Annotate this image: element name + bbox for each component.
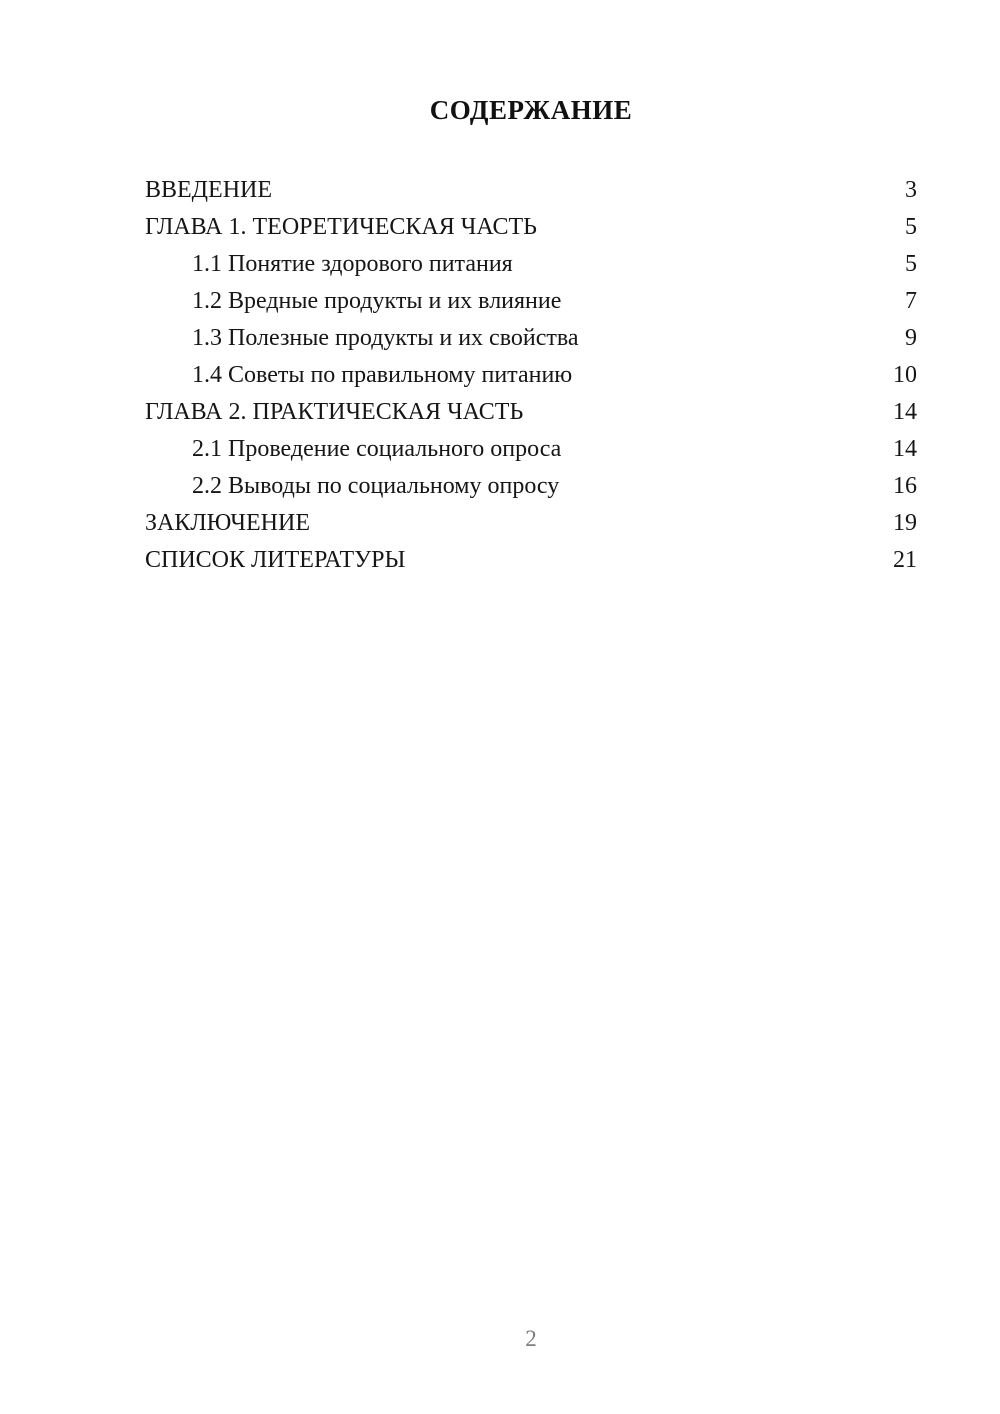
toc-entry-label: ВВЕДЕНИЕ: [145, 177, 273, 203]
toc-entry-page: 3: [905, 177, 917, 203]
toc-entry: [145, 542, 917, 579]
toc-entry-label: ГЛАВА 1. ТЕОРЕТИЧЕСКАЯ ЧАСТЬ: [145, 214, 537, 240]
toc-entry: [145, 209, 917, 246]
toc-entry: [145, 431, 917, 468]
page-title: СОДЕРЖАНИЕ: [429, 95, 633, 125]
toc-entry: [145, 357, 917, 394]
toc-entry-page: 9: [905, 325, 917, 351]
toc-entry-label: 2.1 Проведение социального опроса: [192, 436, 562, 462]
toc-entry-page: 5: [905, 251, 917, 277]
toc-entry-page: 14: [893, 436, 917, 462]
toc-entry-label: ЗАКЛЮЧЕНИЕ: [145, 510, 310, 536]
toc-entry-label: ГЛАВА 2. ПРАКТИЧЕСКАЯ ЧАСТЬ: [145, 399, 524, 425]
toc-entry-page: 5: [905, 214, 917, 240]
toc-entry: [145, 283, 917, 320]
toc-entry-label: 1.3 Полезные продукты и их свойства: [192, 325, 579, 351]
toc-entry-label: 1.1 Понятие здорового питания: [192, 251, 513, 277]
footer-page-number: 2: [525, 1326, 537, 1351]
toc-entry: [145, 394, 917, 431]
toc-entry: [145, 505, 917, 542]
toc-entry: [145, 172, 917, 209]
toc-entry-label: 2.2 Выводы по социальному опросу: [192, 473, 560, 499]
toc-entry-label: 1.2 Вредные продукты и их влияние: [192, 288, 562, 314]
table-of-contents: [145, 172, 917, 579]
toc-entry-page: 14: [893, 399, 917, 425]
toc-entry-page: 19: [893, 510, 917, 536]
toc-entry-label: 1.4 Советы по правильному питанию: [192, 362, 573, 388]
toc-entry-page: 7: [905, 288, 917, 314]
toc-entry: [145, 468, 917, 505]
toc-entry: [145, 246, 917, 283]
toc-entry-page: 10: [893, 362, 917, 388]
toc-entry-page: 16: [893, 473, 917, 499]
toc-entry-label: СПИСОК ЛИТЕРАТУРЫ: [145, 547, 406, 573]
toc-entry: [145, 320, 917, 357]
toc-entry-page: 21: [893, 547, 917, 573]
